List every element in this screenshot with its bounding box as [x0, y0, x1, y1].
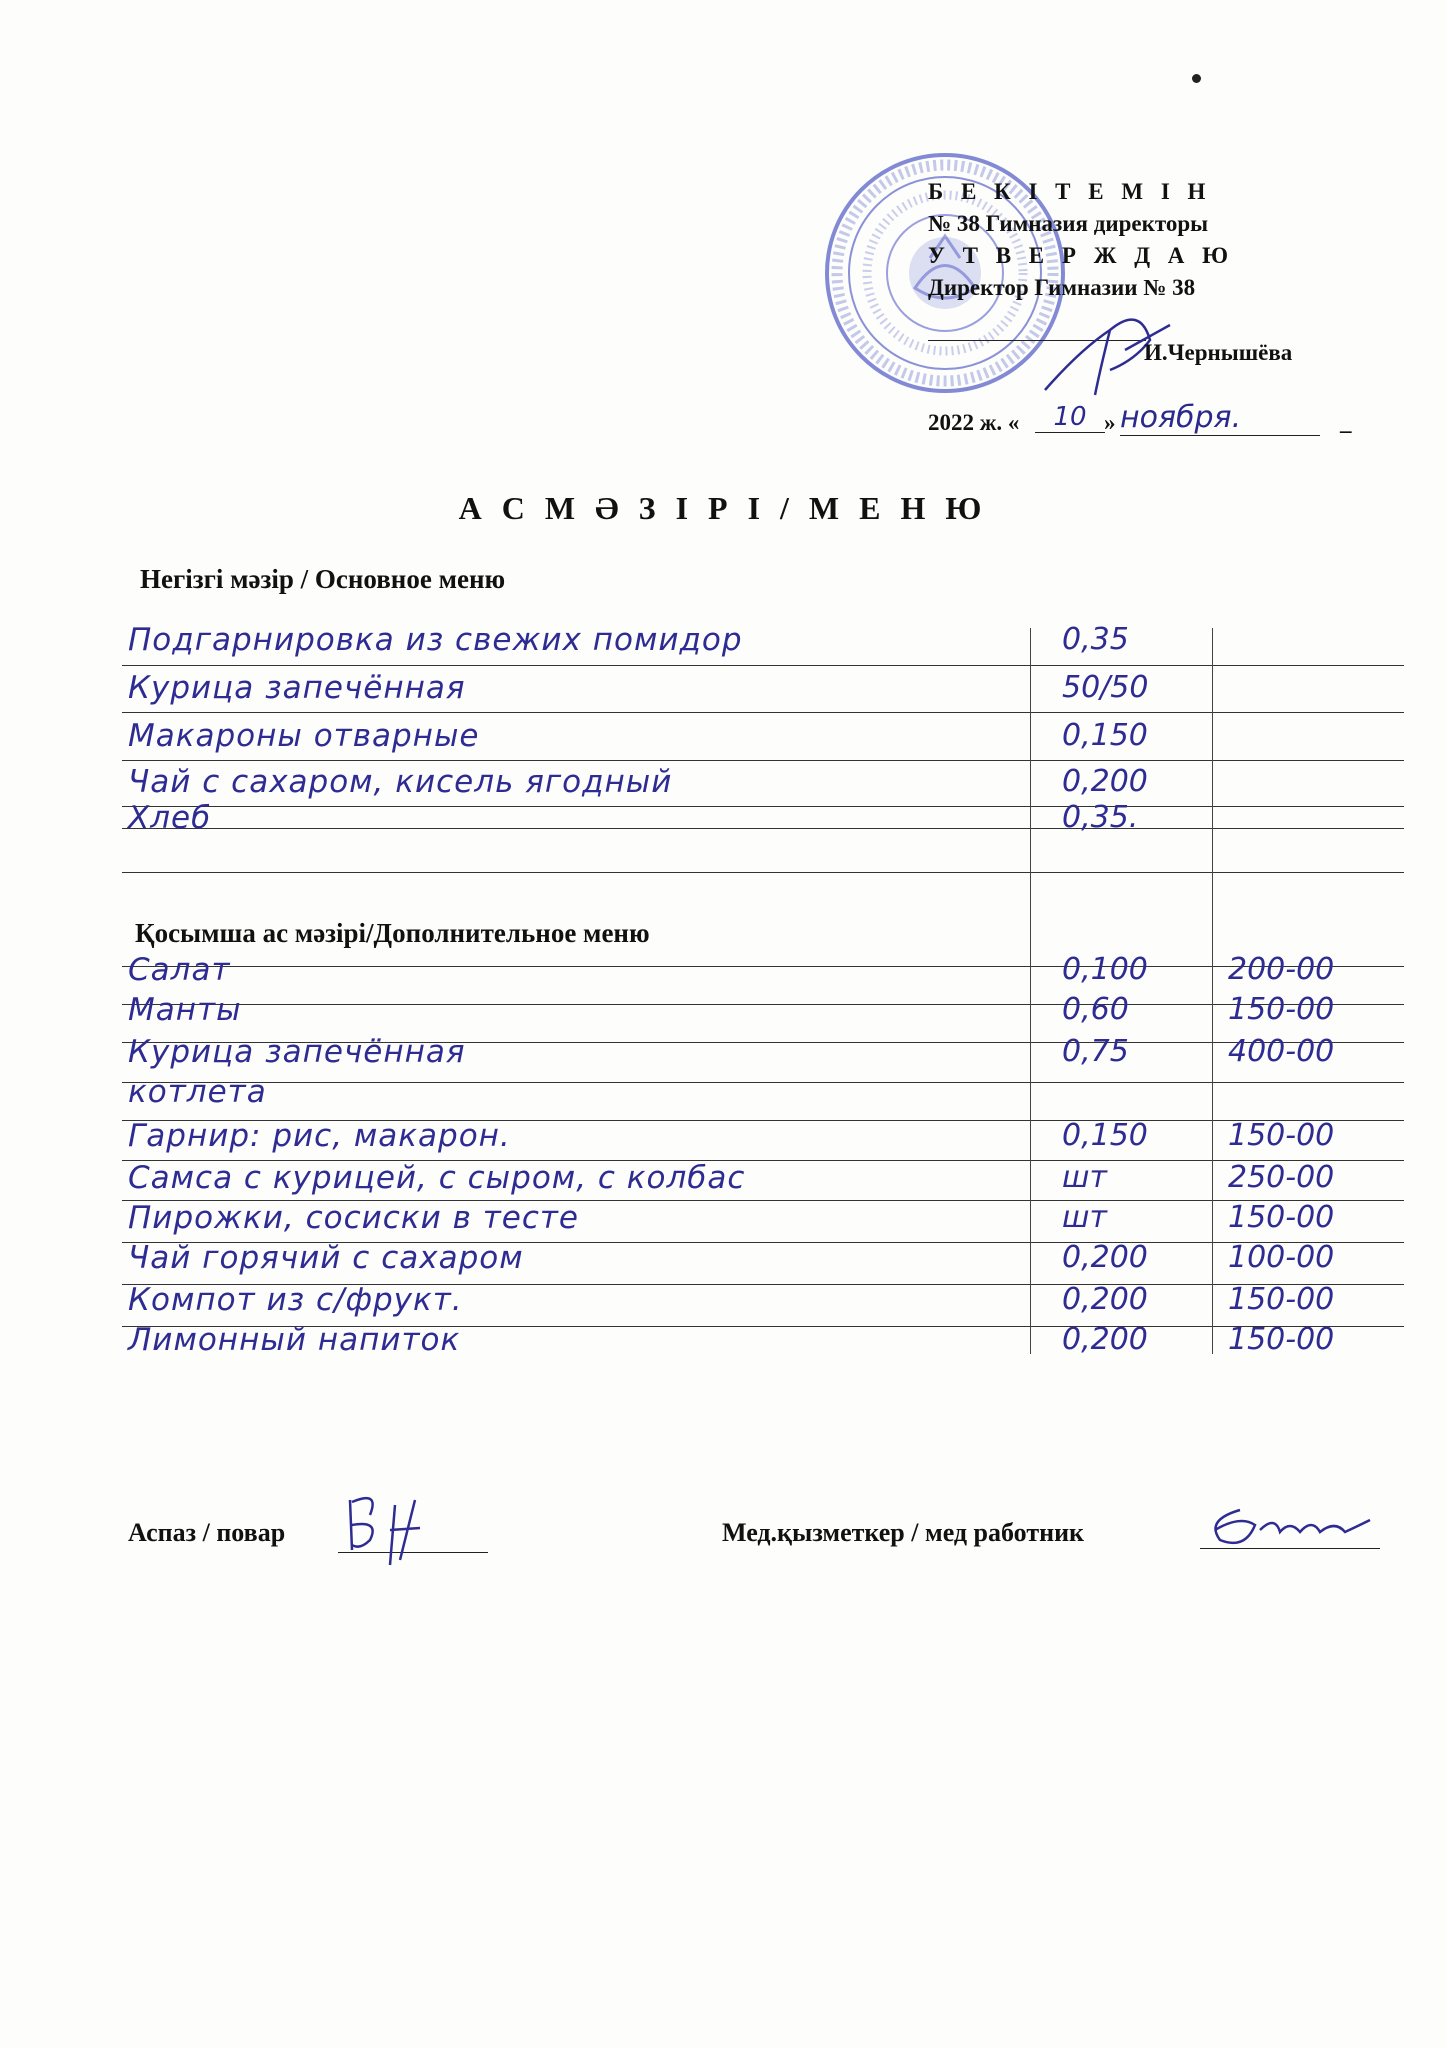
extra-menu-item: Чай горячий с сахаром [128, 1240, 524, 1276]
extra-menu-qty: шт [1062, 1200, 1107, 1235]
main-menu-item: Курица запечённая [128, 670, 466, 706]
approval-position-kz: № 38 Гимназия директоры [928, 211, 1209, 236]
approval-block [928, 176, 1234, 304]
extra-menu-price: 400-00 [1228, 1034, 1335, 1069]
med-worker-label: Мед.қызметкер / мед работник [722, 1518, 1085, 1547]
main-menu-item: Макароны отварные [128, 718, 480, 754]
director-name: И.Чернышёва [1144, 340, 1293, 365]
main-menu-item: Хлеб [128, 800, 212, 836]
extra-menu-price: 150-00 [1228, 1322, 1335, 1357]
extra-menu-qty: 0,150 [1062, 1118, 1148, 1153]
main-menu-item: Чай с сахаром, кисель ягодный [128, 764, 673, 800]
extra-menu-price: 150-00 [1228, 1282, 1335, 1317]
extra-menu-qty: 0,75 [1062, 1034, 1129, 1069]
date-tail: _ [1340, 410, 1352, 435]
extra-menu-price: 200-00 [1228, 952, 1335, 987]
main-menu-heading: Негізгі мәзір / Основное меню [140, 564, 506, 594]
extra-menu-qty: 0,200 [1062, 1282, 1148, 1317]
extra-menu-qty: 0,100 [1062, 952, 1148, 987]
extra-menu-item: Лимонный напиток [128, 1322, 461, 1358]
table-column-rule [1212, 628, 1213, 1354]
table-column-rule [1030, 628, 1031, 1354]
extra-menu-price: 100-00 [1228, 1240, 1335, 1275]
date-month: ноября. [1120, 400, 1320, 436]
main-menu-qty: 50/50 [1062, 670, 1149, 705]
extra-menu-item: Гарнир: рис, макарон. [128, 1118, 511, 1154]
extra-menu-item: Салат [128, 952, 231, 988]
cook-label: Аспаз / повар [128, 1518, 286, 1547]
extra-menu-qty: 0,200 [1062, 1240, 1148, 1275]
extra-menu-item: Компот из с/фрукт. [128, 1282, 463, 1318]
extra-menu-qty: 0,60 [1062, 992, 1129, 1027]
extra-menu-heading: Қосымша ас мәзірі/Дополнительное меню [135, 918, 650, 948]
date-day: 10 [1035, 402, 1105, 433]
page-title: А С М Ә З І Р І / М Е Н Ю [458, 490, 988, 526]
extra-menu-qty: 0,200 [1062, 1322, 1148, 1357]
extra-menu-item: котлета [128, 1074, 267, 1110]
main-menu-qty: 0,150 [1062, 718, 1148, 753]
extra-menu-item: Манты [128, 992, 242, 1028]
approval-position-ru: Директор Гимназии № 38 [928, 275, 1196, 300]
approval-line-kz: Б Е К І Т Е М І Н [928, 179, 1212, 204]
date-quote-close: » [1104, 410, 1116, 435]
extra-menu-price: 150-00 [1228, 1118, 1335, 1153]
extra-menu-item: Курица запечённая [128, 1034, 466, 1070]
extra-menu-price: 150-00 [1228, 1200, 1335, 1235]
main-menu-qty: 0,35. [1062, 800, 1139, 835]
med-worker-signature [1200, 1500, 1380, 1555]
extra-menu-price: 250-00 [1228, 1160, 1335, 1195]
cook-signature [340, 1490, 460, 1570]
ink-dot [1192, 74, 1201, 83]
approval-line-ru: У Т В Е Р Ж Д А Ю [928, 243, 1235, 268]
main-menu-qty: 0,200 [1062, 764, 1148, 799]
extra-menu-qty: шт [1062, 1160, 1107, 1195]
extra-menu-price: 150-00 [1228, 992, 1335, 1027]
extra-menu-item: Самса с курицей, с сыром, с колбас [128, 1160, 746, 1196]
extra-menu-item: Пирожки, сосиски в тесте [128, 1200, 580, 1236]
main-menu-qty: 0,35 [1062, 622, 1129, 657]
main-menu-item: Подгарнировка из свежих помидор [128, 622, 743, 658]
date-prefix: 2022 ж. « [928, 410, 1020, 435]
